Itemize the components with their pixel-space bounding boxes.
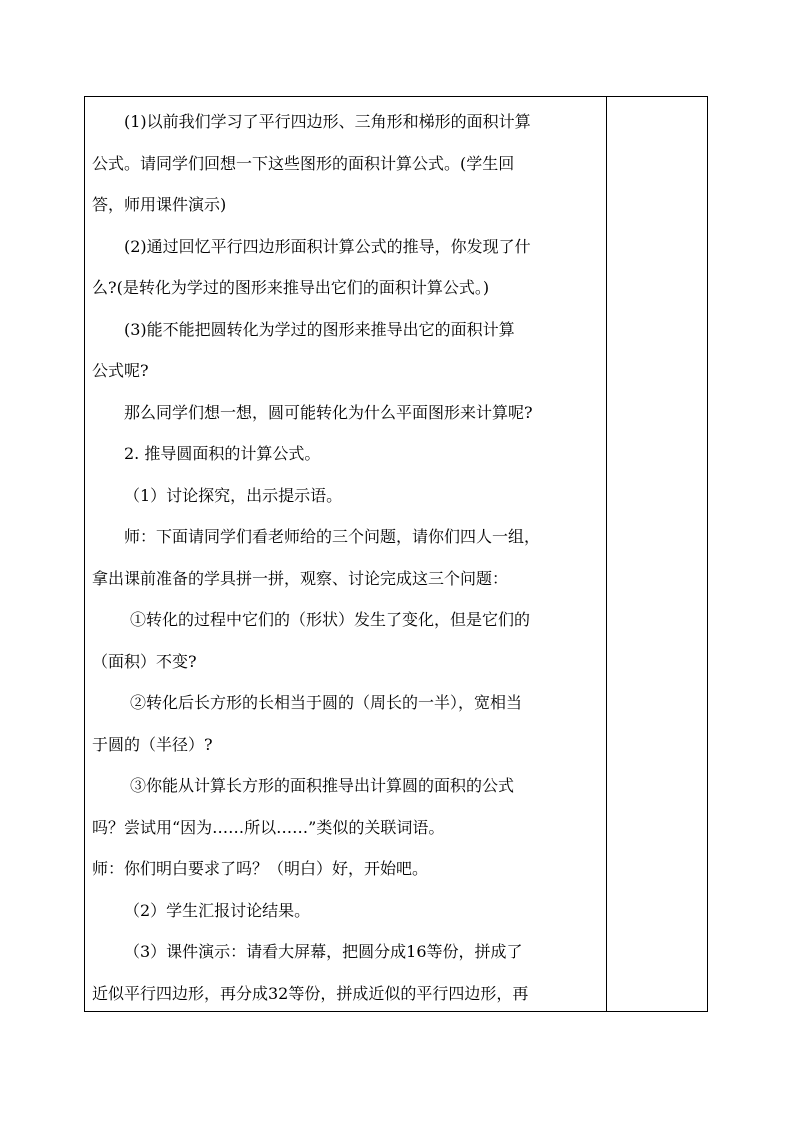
section-heading: 2. 推导圆面积的计算公式。 (124, 444, 321, 463)
text-line: 近似平行四边形，再分成32等份，拼成近似的平行四边形，再 (92, 983, 529, 1003)
text-line: ①转化的过程中它们的（形状）发生了变化，但是它们的 (130, 610, 531, 629)
notes-cell (607, 97, 707, 1011)
text-line: ③你能从计算长方形的面积推导出计算圆的面积的公式 (130, 776, 515, 795)
text-line: 于圆的（半径）? (92, 734, 213, 754)
text-line: ②转化后长方形的长相当于圆的（周长的一半），宽相当 (130, 693, 523, 712)
text-line: （面积）不变? (92, 651, 197, 671)
text-line: （3）课件演示：请看大屏幕，把圆分成16等份，拼成了 (124, 942, 523, 961)
lesson-table (84, 96, 708, 1012)
lesson-text (92, 101, 602, 1014)
text-line: 么?(是转化为学过的图形来推导出它们的面积计算公式。) (92, 278, 490, 297)
text-line: （1）讨论探究，出示提示语。 (124, 485, 343, 505)
lesson-content-cell (85, 97, 607, 1011)
text-line: 公式呢? (92, 361, 149, 380)
text-line: 公式。请同学们回想一下这些图形的面积计算公式。(学生回 (92, 153, 515, 173)
text-line: （2）学生汇报讨论结果。 (124, 900, 311, 920)
text-line: 答，师用课件演示) (92, 195, 227, 214)
text-line: 拿出课前准备的学具拼一拼，观察、讨论完成这三个问题： (92, 568, 509, 588)
text-line: 师：你们明白要求了吗？（明白）好，开始吧。 (92, 859, 429, 878)
text-line: (1)以前我们学习了平行四边形、三角形和梯形的面积计算 (124, 112, 531, 131)
text-line: 吗？尝试用“因为……所以……”类似的关联词语。 (92, 817, 445, 837)
text-line: 那么同学们想一想，圆可能转化为什么平面图形来计算呢? (124, 402, 533, 422)
text-line: (3)能不能把圆转化为学过的图形来推导出它的面积计算 (124, 319, 515, 339)
text-line: 师：下面请同学们看老师给的三个问题，请你们四人一组， (124, 527, 541, 546)
text-line: (2)通过回忆平行四边形面积计算公式的推导，你发现了什 (124, 236, 531, 256)
